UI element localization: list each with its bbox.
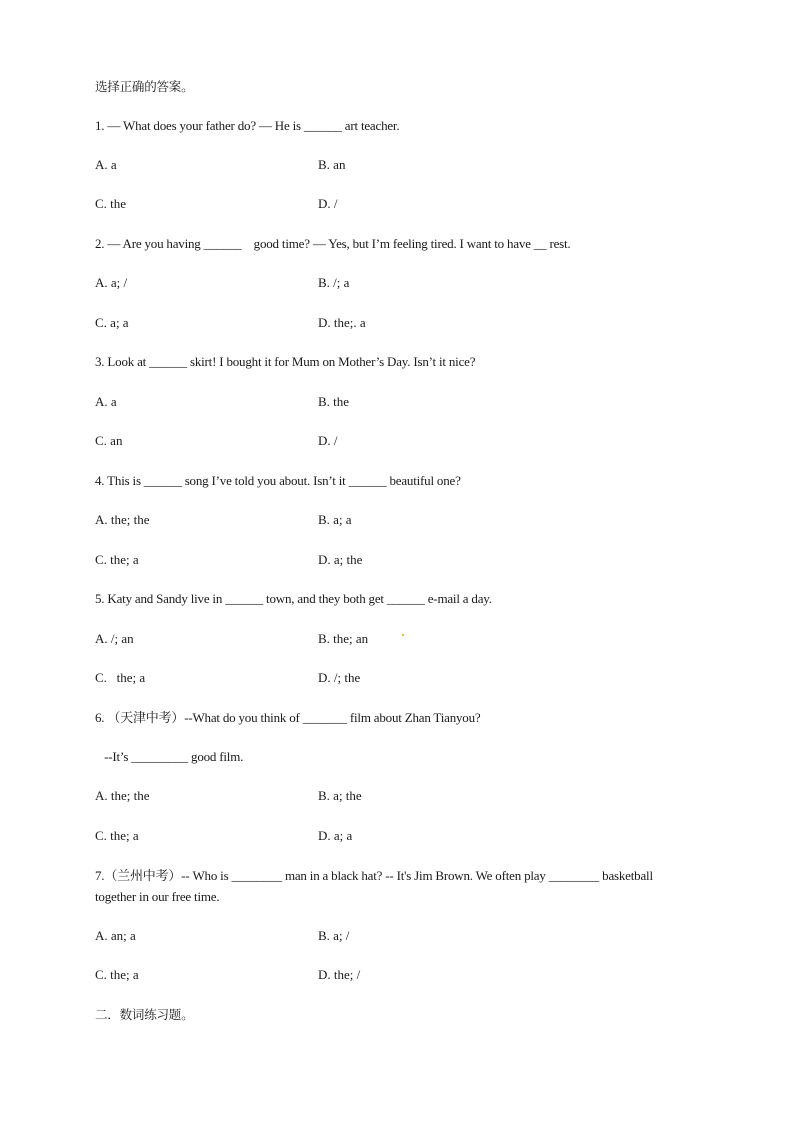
question-7-option-d: D. the; / — [318, 967, 361, 982]
question-1-option-d: D. / — [318, 196, 338, 211]
question-2-option-a: A. a; / — [95, 275, 128, 290]
question-6-stem: 6. （天津中考）--What do you think of _______ film about Zhan Tianyou? — [95, 710, 481, 725]
question-5-option-a: A. /; an — [95, 631, 134, 646]
question-5-option-b: B. the; an — [318, 631, 369, 646]
question-5-option-c: C. the; a — [95, 670, 146, 685]
question-3-option-a: A. a — [95, 394, 117, 409]
question-7-option-c: C. the; a — [95, 967, 139, 982]
question-3-stem: 3. Look at ______ skirt! I bought it for Mum on Mother’s Day. Isn’t it nice? — [95, 354, 476, 369]
stray-dot-mark — [402, 634, 404, 636]
question-1-option-a: A. a — [95, 157, 117, 172]
question-7-option-b: B. a; / — [318, 928, 350, 943]
question-2-option-d: D. the;. a — [318, 315, 366, 330]
question-2-option-c: C. a; a — [95, 315, 129, 330]
question-4-option-a: A. the; the — [95, 512, 150, 527]
question-4-option-b: B. a; a — [318, 512, 352, 527]
question-6-option-a: A. the; the — [95, 788, 150, 803]
question-6-stem-continuation: --It’s _________ good film. — [95, 749, 244, 764]
question-1-option-b: B. an — [318, 157, 346, 172]
question-6-option-d: D. a; a — [318, 828, 353, 843]
question-4-stem: 4. This is ______ song I’ve told you about. Isn’t it ______ beautiful one? — [95, 473, 461, 488]
question-6-option-b: B. a; the — [318, 788, 362, 803]
question-6-option-c: C. the; a — [95, 828, 139, 843]
question-7-stem: 7.（兰州中考）-- Who is ________ man in a black hat? -- It's Jim Brown. We often play ________ basketball together in our free time. — [95, 868, 653, 904]
question-7-option-a: A. an; a — [95, 928, 136, 943]
question-5-option-d: D. /; the — [318, 670, 361, 685]
question-3-option-c: C. an — [95, 433, 123, 448]
question-5-stem: 5. Katy and Sandy live in ______ town, and they both get ______ e-mail a day. — [95, 591, 492, 606]
question-1-option-c: C. the — [95, 196, 127, 211]
question-4-option-d: D. a; the — [318, 552, 363, 567]
question-2-option-b: B. /; a — [318, 275, 350, 290]
question-3-option-b: B. the — [318, 394, 350, 409]
question-4-option-c: C. the; a — [95, 552, 139, 567]
instruction-heading: 选择正确的答案。 — [95, 79, 194, 94]
question-1-stem: 1. ― What does your father do? ― He is ______ art teacher. — [95, 118, 400, 133]
question-2-stem: 2. ― Are you having ______ good time? ― Yes, but I’m feeling tired. I want to have __ rest. — [95, 236, 571, 251]
question-3-option-d: D. / — [318, 433, 338, 448]
section-2-heading: 二．数词练习题。 — [95, 1007, 194, 1022]
